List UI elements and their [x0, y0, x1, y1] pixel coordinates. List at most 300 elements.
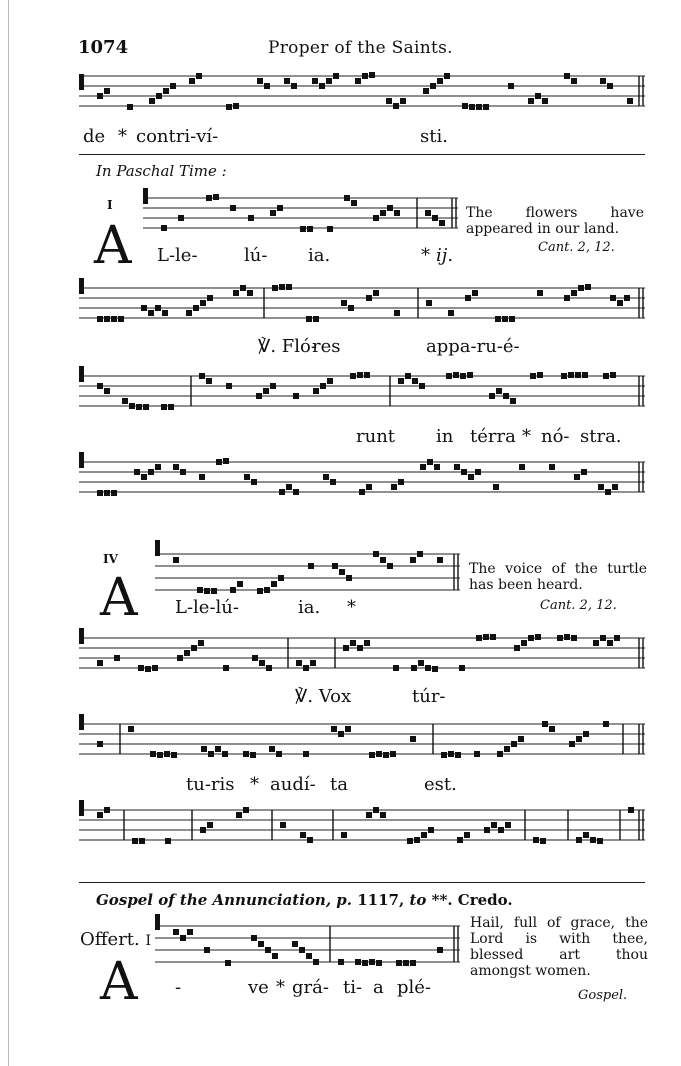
neume-note [122, 398, 128, 404]
neume-note [549, 726, 555, 732]
neume-note [535, 93, 541, 99]
neume-note [617, 300, 623, 306]
neume-note [421, 832, 427, 838]
neume-note [362, 960, 368, 966]
staff-paschal-3 [79, 366, 645, 422]
neume-note [247, 290, 253, 296]
neume-note [364, 640, 370, 646]
neume-note [557, 635, 563, 641]
neume-note [180, 469, 186, 475]
neume-note [338, 731, 344, 737]
neume-note [111, 316, 117, 322]
neume-note [497, 751, 503, 757]
neume-note [240, 285, 246, 291]
neume-note [222, 751, 228, 757]
neume-note [171, 752, 177, 758]
neume-note [145, 666, 151, 672]
lyric-syllable: de [83, 126, 106, 147]
neume-note [428, 827, 434, 833]
lyric-asterisk: * [522, 426, 531, 447]
lyric-syllable: L-le- [157, 245, 198, 266]
neume-note [350, 373, 356, 379]
neume-note [528, 98, 534, 104]
neume-note [233, 103, 239, 109]
neume-note [521, 640, 527, 646]
neume-note [128, 726, 134, 732]
clef-icon [79, 800, 84, 816]
lyric-syllable: ia. [298, 597, 321, 618]
neume-note [410, 557, 416, 563]
neume-note [204, 947, 210, 953]
rubric-stars: **. [431, 891, 453, 909]
neume-note [155, 305, 161, 311]
neume-note [508, 83, 514, 89]
neume-note [410, 736, 416, 742]
neume-note [156, 93, 162, 99]
neume-note [351, 200, 357, 206]
neume-note [461, 469, 467, 475]
neume-note [460, 373, 466, 379]
neume-note [598, 484, 604, 490]
neume-note [612, 484, 618, 490]
neume-note [327, 378, 333, 384]
lyric-syllable: grá- [292, 977, 329, 998]
lyric-syllable: in [436, 426, 454, 447]
neume-note [233, 290, 239, 296]
neume-note [173, 557, 179, 563]
neume-note [410, 960, 416, 966]
neume-note [296, 660, 302, 666]
rubric-to: to [409, 891, 427, 909]
neume-note [425, 210, 431, 216]
neume-note [180, 935, 186, 941]
neume-note [206, 378, 212, 384]
neume-note [139, 838, 145, 844]
neume-note [576, 837, 582, 843]
neume-note [576, 736, 582, 742]
clef-icon [79, 366, 84, 382]
lyric-syllable: runt [356, 426, 396, 447]
neume-note [369, 752, 375, 758]
neume-note [226, 104, 232, 110]
neume-note [141, 474, 147, 480]
neume-note [178, 215, 184, 221]
neume-note [97, 93, 103, 99]
neume-note [483, 104, 489, 110]
neume-note [432, 666, 438, 672]
neume-note [430, 83, 436, 89]
translation-text: The flowers have appeared in our land. [466, 205, 644, 237]
scripture-reference: Cant. 2, 12. [540, 598, 617, 613]
neume-note [498, 827, 504, 833]
neume-note [346, 575, 352, 581]
lyric-syllable: nó- [541, 426, 570, 447]
neume-note [366, 812, 372, 818]
neume-note [280, 822, 286, 828]
neume-note [386, 98, 392, 104]
neume-note [391, 484, 397, 490]
neume-note [607, 83, 613, 89]
neume-note [593, 640, 599, 646]
neume-note [319, 83, 325, 89]
neume-note [355, 78, 361, 84]
neume-note [549, 464, 555, 470]
neume-note [468, 474, 474, 480]
neume-note [491, 822, 497, 828]
neume-note [475, 469, 481, 475]
neume-note [345, 726, 351, 732]
rubric-credo: Credo. [457, 891, 513, 909]
neume-note [469, 104, 475, 110]
neume-note [177, 655, 183, 661]
neume-note [398, 378, 404, 384]
neume-note [293, 489, 299, 495]
neume-note [605, 489, 611, 495]
neume-note [364, 372, 370, 378]
neume-note [104, 490, 110, 496]
neume-note [511, 741, 517, 747]
neume-note [437, 947, 443, 953]
neume-note [568, 372, 574, 378]
neume-note [484, 827, 490, 833]
rubric-page: 1117, [357, 891, 405, 909]
neume-note [197, 587, 203, 593]
neume-note [132, 838, 138, 844]
neume-note [583, 731, 589, 737]
neume-note [343, 645, 349, 651]
neume-note [270, 210, 276, 216]
neume-note [152, 665, 158, 671]
neume-note [344, 195, 350, 201]
initial-letter: A [100, 952, 138, 1012]
neume-note [127, 104, 133, 110]
neume-note [291, 83, 297, 89]
rubric-text: Gospel of the Annunciation, p. [96, 891, 352, 909]
mode-number: I [107, 198, 113, 212]
neume-note [252, 655, 258, 661]
offertory-label: Offert. I [80, 929, 152, 950]
neume-note [157, 752, 163, 758]
neume-note [111, 490, 117, 496]
neume-note [162, 310, 168, 316]
neume-note [418, 660, 424, 666]
neume-note [230, 587, 236, 593]
neume-note [186, 310, 192, 316]
neume-note [226, 383, 232, 389]
clef-icon [155, 914, 160, 930]
neume-note [376, 960, 382, 966]
neume-note [284, 78, 290, 84]
neume-note [405, 373, 411, 379]
neume-note [320, 383, 326, 389]
neume-note [571, 78, 577, 84]
neume-note [603, 373, 609, 379]
neume-note [614, 635, 620, 641]
neume-note [265, 947, 271, 953]
neume-note [496, 388, 502, 394]
neume-note [628, 807, 634, 813]
neume-note [504, 746, 510, 752]
neume-note [250, 752, 256, 758]
neume-note [542, 98, 548, 104]
neume-note [369, 72, 375, 78]
neume-note [510, 398, 516, 404]
neume-note [426, 300, 432, 306]
neume-note [540, 838, 546, 844]
neume-note [380, 210, 386, 216]
neume-note [264, 83, 270, 89]
neume-note [350, 640, 356, 646]
neume-note [136, 404, 142, 410]
lyric-syllable: túr- [412, 686, 446, 707]
neume-note [505, 822, 511, 828]
neume-note [211, 588, 217, 594]
lyric-syllable: est. [424, 774, 457, 795]
neume-note [597, 838, 603, 844]
neume-note [97, 660, 103, 666]
neume-note [204, 588, 210, 594]
neume-note [196, 73, 202, 79]
neume-note [390, 751, 396, 757]
lyric-asterisk: * [250, 774, 259, 795]
lyric-asterisk: * [347, 597, 356, 618]
neume-note [582, 372, 588, 378]
neume-note [585, 284, 591, 290]
neume-note [286, 284, 292, 290]
neume-note [244, 474, 250, 480]
neume-note [489, 393, 495, 399]
neume-note [276, 751, 282, 757]
neume-note [97, 316, 103, 322]
neume-note [459, 665, 465, 671]
neume-note [237, 581, 243, 587]
neume-note [308, 563, 314, 569]
lyric-syllable: audí- [270, 774, 316, 795]
neume-note [373, 290, 379, 296]
neume-note [129, 403, 135, 409]
neume-note [569, 741, 575, 747]
neume-note [420, 464, 426, 470]
neume-note [537, 372, 543, 378]
neume-note [528, 635, 534, 641]
neume-note [530, 373, 536, 379]
neume-note [603, 721, 609, 727]
neume-note [483, 634, 489, 640]
neume-note [455, 752, 461, 758]
neume-note [493, 484, 499, 490]
neume-note [149, 98, 155, 104]
neume-note [310, 660, 316, 666]
neume-note [348, 305, 354, 311]
section-divider [79, 154, 645, 155]
neume-note [624, 295, 630, 301]
scripture-reference: Gospel. [578, 988, 628, 1003]
neume-note [251, 935, 257, 941]
neume-note [148, 469, 154, 475]
neume-note [574, 474, 580, 480]
staff-alleluia-2 [79, 628, 645, 684]
neume-note [270, 383, 276, 389]
neume-note [425, 665, 431, 671]
neume-note [376, 751, 382, 757]
neume-note [299, 947, 305, 953]
neume-note [575, 372, 581, 378]
neume-note [448, 751, 454, 757]
neume-note [472, 290, 478, 296]
neume-note [306, 316, 312, 322]
neume-note [263, 388, 269, 394]
neume-note [427, 459, 433, 465]
neume-note [357, 372, 363, 378]
neume-note [362, 73, 368, 79]
neume-note [564, 295, 570, 301]
lyric-syllable: ti- [343, 977, 363, 998]
running-title: Proper of the Saints. [268, 38, 453, 58]
clef-icon [79, 278, 84, 294]
neume-note [627, 98, 633, 104]
neume-note [561, 373, 567, 379]
neume-note [333, 73, 339, 79]
neume-note [198, 640, 204, 646]
neume-note [393, 665, 399, 671]
neume-note [571, 635, 577, 641]
neume-note [243, 751, 249, 757]
neume-note [104, 388, 110, 394]
lyric-asterisk: * [421, 245, 430, 266]
neume-note [434, 464, 440, 470]
neume-note [610, 372, 616, 378]
neume-note [326, 78, 332, 84]
staff-alleluia-3 [79, 714, 645, 770]
page-number: 1074 [78, 37, 129, 58]
neume-note [143, 404, 149, 410]
lyric-syllable: res [312, 336, 341, 357]
neume-note [448, 310, 454, 316]
neume-note [189, 78, 195, 84]
neume-note [150, 751, 156, 757]
neume-note [313, 959, 319, 965]
clef-icon [79, 452, 84, 468]
neume-note [173, 929, 179, 935]
neume-note [313, 316, 319, 322]
neume-note [258, 941, 264, 947]
lyric-syllable: - [175, 977, 182, 998]
neume-note [495, 316, 501, 322]
staff-system-1 [79, 66, 645, 122]
neume-note [303, 751, 309, 757]
neume-note [581, 469, 587, 475]
initial-letter: A [100, 568, 138, 628]
neume-note [383, 752, 389, 758]
neume-note [307, 226, 313, 232]
neume-note [437, 557, 443, 563]
staff-alleluia-1 [155, 540, 460, 600]
neume-note [168, 404, 174, 410]
neume-note [411, 665, 417, 671]
neume-note [454, 464, 460, 470]
neume-note [286, 484, 292, 490]
page-left-edge [8, 0, 9, 1066]
neume-note [583, 832, 589, 838]
section-divider [79, 882, 645, 883]
neume-note [200, 827, 206, 833]
lyric-syllable: sti. [420, 126, 448, 147]
neume-note [453, 372, 459, 378]
neume-note [400, 98, 406, 104]
neume-note [279, 489, 285, 495]
neume-note [303, 665, 309, 671]
neume-note [292, 941, 298, 947]
neume-note [407, 838, 413, 844]
neume-note [441, 752, 447, 758]
neume-note [446, 373, 452, 379]
lyric-syllable: lú- [244, 245, 268, 266]
neume-note [437, 78, 443, 84]
neume-note [193, 305, 199, 311]
neume-note [213, 194, 219, 200]
neume-note [380, 557, 386, 563]
neume-note [380, 812, 386, 818]
neume-note [373, 807, 379, 813]
scripture-reference: Cant. 2, 12. [538, 240, 615, 255]
neume-note [257, 588, 263, 594]
neume-note [223, 458, 229, 464]
neume-note [161, 404, 167, 410]
neume-note [503, 393, 509, 399]
neume-note [97, 741, 103, 747]
neume-note [243, 807, 249, 813]
neume-note [465, 295, 471, 301]
neume-note [373, 551, 379, 557]
neume-note [256, 393, 262, 399]
neume-note [417, 551, 423, 557]
neume-note [518, 736, 524, 742]
neume-note [313, 388, 319, 394]
lyric-asterisk: * [276, 977, 285, 998]
neume-note [184, 650, 190, 656]
neume-note [600, 78, 606, 84]
neume-note [366, 295, 372, 301]
neume-note [164, 751, 170, 757]
lyric-syllable: tu-ris [186, 774, 235, 795]
neume-note [373, 215, 379, 221]
neume-note [338, 959, 344, 965]
mode-number: IV [103, 552, 118, 566]
neume-note [170, 83, 176, 89]
neume-note [259, 660, 265, 666]
neume-note [199, 474, 205, 480]
neume-note [394, 310, 400, 316]
neume-note [590, 837, 596, 843]
lyric-verse: ℣. Vox [295, 686, 352, 707]
neume-note [216, 459, 222, 465]
neume-note [248, 215, 254, 221]
translation-text: The voice of the turtle has been heard. [469, 561, 647, 593]
neume-note [323, 474, 329, 480]
lyric-syllable: stra. [580, 426, 622, 447]
neume-note [134, 469, 140, 475]
neume-note [369, 959, 375, 965]
neume-note [327, 226, 333, 232]
neume-note [464, 832, 470, 838]
lyric-asterisk: * [118, 126, 127, 147]
neume-note [191, 645, 197, 651]
neume-note [535, 634, 541, 640]
neume-note [607, 640, 613, 646]
neume-note [387, 205, 393, 211]
neume-note [208, 751, 214, 757]
neume-note [412, 378, 418, 384]
